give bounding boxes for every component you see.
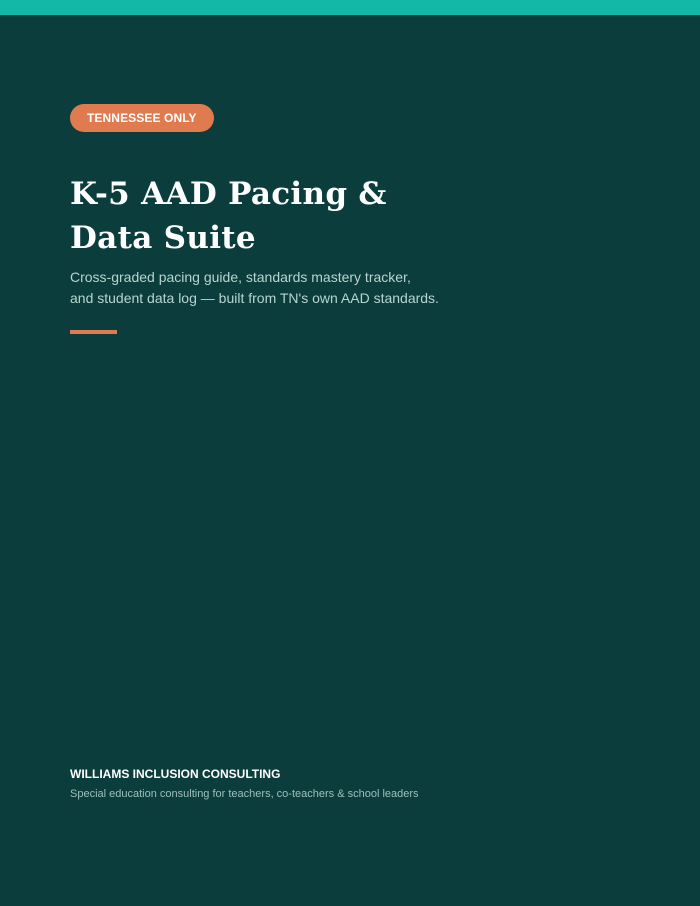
title-line-1: K-5 AAD Pacing & [70,176,387,212]
company-name: WILLIAMS INCLUSION CONSULTING [70,767,281,781]
accent-divider [70,330,117,334]
subtitle-line-1: Cross-graded pacing guide, standards mastery tracker, [70,269,411,285]
page-title [70,172,490,260]
title-line-2: Data Suite [70,220,256,256]
top-accent-bar [0,0,700,15]
company-tagline: Special education consulting for teachers, co-teachers & school leaders [70,788,419,800]
page-subtitle [70,267,460,309]
region-badge: TENNESSEE ONLY [70,104,214,132]
subtitle-line-2: and student data log — built from TN's own AAD standards. [70,290,439,306]
